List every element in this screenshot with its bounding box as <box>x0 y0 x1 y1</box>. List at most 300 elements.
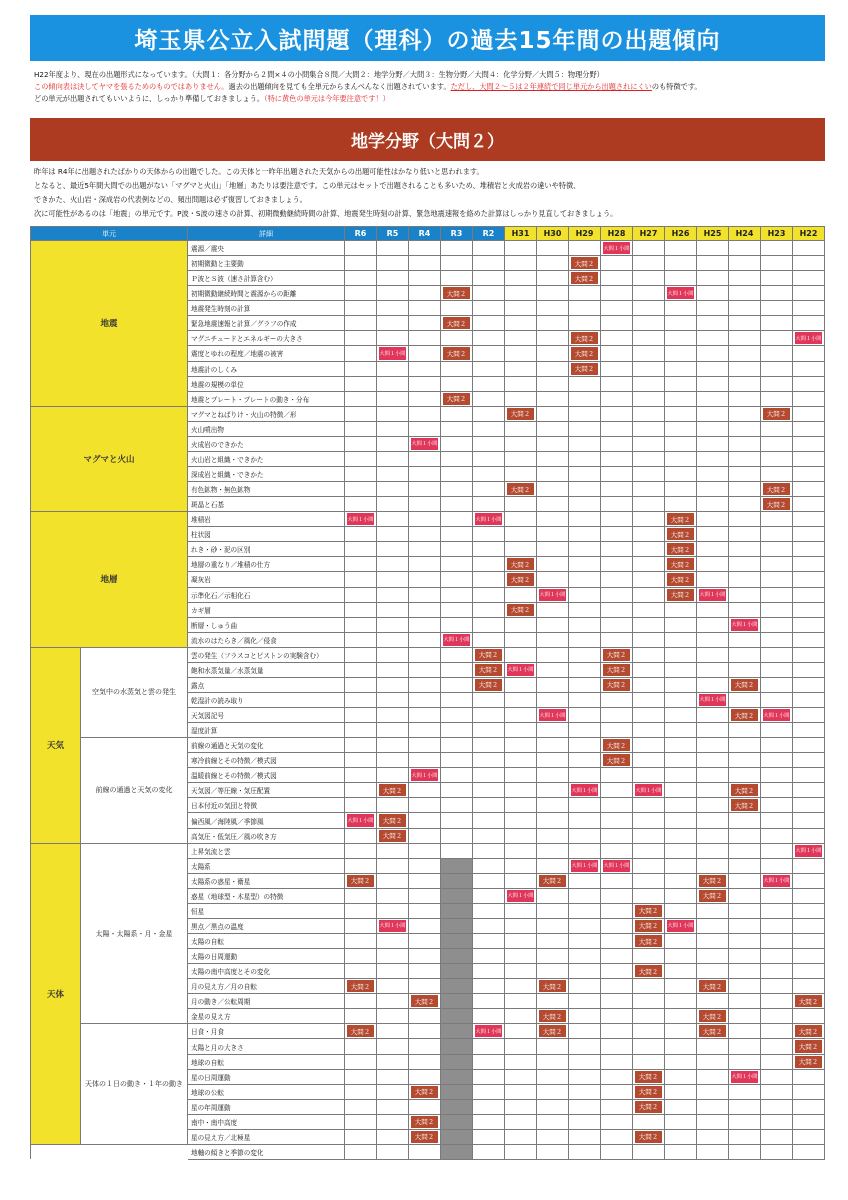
year-cell <box>729 768 761 783</box>
header-year-r4: R4 <box>409 227 441 241</box>
year-cell <box>505 362 537 377</box>
year-cell <box>697 407 729 422</box>
year-cell <box>761 829 793 844</box>
year-cell <box>409 633 441 648</box>
detail-cell: 震度とゆれの程度／地震の被害 <box>188 346 345 361</box>
detail-cell: 堆積岩 <box>188 512 345 527</box>
year-cell <box>345 482 377 497</box>
year-cell <box>569 572 601 587</box>
year-cell <box>761 663 793 678</box>
year-cell <box>793 542 825 557</box>
year-cell <box>569 783 601 798</box>
year-cell <box>505 708 537 723</box>
year-cell <box>697 919 729 934</box>
year-cell <box>441 889 473 904</box>
year-cell <box>505 512 537 527</box>
mark-daimon-2: 大問２ <box>347 875 374 887</box>
year-cell <box>377 588 409 603</box>
year-cell <box>633 346 665 361</box>
year-cell <box>473 1070 505 1085</box>
year-cell <box>409 829 441 844</box>
year-cell <box>633 316 665 331</box>
year-cell <box>409 603 441 618</box>
year-cell <box>473 813 505 828</box>
year-cell <box>569 708 601 723</box>
year-cell <box>793 874 825 889</box>
year-cell <box>409 1130 441 1145</box>
mark-daimon-2: 大問２ <box>539 980 566 992</box>
year-cell <box>377 467 409 482</box>
year-cell <box>441 708 473 723</box>
year-cell <box>473 1039 505 1054</box>
year-cell <box>761 241 793 256</box>
mark-daimon-1-shoumon: 大問１小問 <box>475 513 502 525</box>
year-cell <box>761 1070 793 1085</box>
year-cell <box>569 452 601 467</box>
detail-cell: 日本付近の気団と特徴 <box>188 798 345 813</box>
detail-cell: 緊急地震速報と計算／グラフの作成 <box>188 316 345 331</box>
year-cell <box>377 1039 409 1054</box>
subunit-cell: 太陽・太陽系・月・金星 <box>81 844 188 1025</box>
year-cell <box>569 994 601 1009</box>
year-cell <box>665 377 697 392</box>
year-cell <box>409 648 441 663</box>
year-cell <box>473 633 505 648</box>
year-cell <box>665 829 697 844</box>
year-cell <box>345 512 377 527</box>
year-cell <box>537 964 569 979</box>
year-cell <box>345 603 377 618</box>
detail-cell: 地球の公転 <box>188 1085 345 1100</box>
mark-daimon-2: 大問２ <box>507 573 534 585</box>
detail-cell: 乾湿計の読み取り <box>188 693 345 708</box>
year-cell <box>473 663 505 678</box>
year-cell <box>473 407 505 422</box>
year-cell <box>729 693 761 708</box>
year-cell <box>633 1024 665 1039</box>
year-cell <box>665 603 697 618</box>
year-cell <box>537 346 569 361</box>
year-cell <box>345 377 377 392</box>
year-cell <box>633 527 665 542</box>
year-cell <box>633 768 665 783</box>
year-cell <box>569 964 601 979</box>
year-cell <box>633 377 665 392</box>
year-cell <box>665 663 697 678</box>
year-cell <box>441 572 473 587</box>
intro-line-3-text: どの単元が出題されてもいいように、しっかり準備しておきましょう。 <box>34 94 265 103</box>
year-cell <box>665 738 697 753</box>
unit-cell: 天気 <box>31 648 81 844</box>
detail-cell: カギ層 <box>188 603 345 618</box>
year-cell <box>793 1145 825 1160</box>
year-cell <box>729 271 761 286</box>
year-cell <box>729 904 761 919</box>
year-cell <box>697 377 729 392</box>
year-cell <box>409 874 441 889</box>
year-cell <box>537 738 569 753</box>
year-cell <box>345 392 377 407</box>
year-cell <box>601 316 633 331</box>
year-cell <box>761 678 793 693</box>
mark-daimon-2: 大問２ <box>699 1025 726 1037</box>
year-cell <box>377 753 409 768</box>
year-cell <box>665 633 697 648</box>
mark-daimon-2: 大問２ <box>731 784 758 796</box>
year-cell <box>793 316 825 331</box>
detail-cell: 有色鉱物・無色鉱物 <box>188 482 345 497</box>
year-cell <box>761 437 793 452</box>
year-cell <box>345 844 377 859</box>
year-cell <box>793 422 825 437</box>
year-cell <box>345 678 377 693</box>
year-cell <box>345 588 377 603</box>
year-cell <box>377 889 409 904</box>
mark-daimon-1-shoumon: 大問１小問 <box>763 709 790 721</box>
year-cell <box>409 527 441 542</box>
year-cell <box>761 422 793 437</box>
year-cell <box>793 708 825 723</box>
year-cell <box>729 316 761 331</box>
year-cell <box>505 768 537 783</box>
mark-daimon-2: 大問２ <box>603 739 630 751</box>
year-cell <box>377 979 409 994</box>
year-cell <box>793 452 825 467</box>
year-cell <box>697 241 729 256</box>
detail-cell: 初期微動と主要動 <box>188 256 345 271</box>
year-cell <box>665 588 697 603</box>
year-cell <box>697 678 729 693</box>
mark-daimon-2: 大問２ <box>379 784 406 796</box>
year-cell <box>633 1145 665 1160</box>
mark-daimon-2: 大問２ <box>667 543 694 555</box>
year-cell <box>761 693 793 708</box>
year-cell <box>441 738 473 753</box>
year-cell <box>793 663 825 678</box>
year-cell <box>761 919 793 934</box>
year-cell <box>473 497 505 512</box>
detail-cell: 天気図／等圧線・気圧配置 <box>188 783 345 798</box>
year-cell <box>633 829 665 844</box>
year-cell <box>761 1055 793 1070</box>
year-cell <box>537 1145 569 1160</box>
detail-cell: 流水のはたらき／風化／侵食 <box>188 633 345 648</box>
year-cell <box>505 874 537 889</box>
year-cell <box>441 286 473 301</box>
year-cell <box>601 1085 633 1100</box>
year-cell <box>569 603 601 618</box>
year-cell <box>473 527 505 542</box>
year-cell <box>505 497 537 512</box>
year-cell <box>569 407 601 422</box>
year-cell <box>569 1115 601 1130</box>
year-cell <box>601 377 633 392</box>
year-cell <box>377 934 409 949</box>
mark-daimon-2: 大問２ <box>507 483 534 495</box>
year-cell <box>409 331 441 346</box>
year-cell <box>697 1055 729 1070</box>
year-cell <box>345 316 377 331</box>
mark-daimon-2: 大問２ <box>443 287 470 299</box>
year-cell <box>537 829 569 844</box>
year-cell <box>793 648 825 663</box>
year-cell <box>409 964 441 979</box>
year-cell <box>633 512 665 527</box>
year-cell <box>537 859 569 874</box>
year-cell <box>473 377 505 392</box>
year-cell <box>505 994 537 1009</box>
year-cell <box>409 1039 441 1054</box>
year-cell <box>377 452 409 467</box>
year-cell <box>569 482 601 497</box>
year-cell <box>441 1085 473 1100</box>
mark-daimon-2: 大問２ <box>699 890 726 902</box>
year-cell <box>537 542 569 557</box>
year-cell <box>537 663 569 678</box>
mark-daimon-2: 大問２ <box>603 754 630 766</box>
year-cell <box>633 798 665 813</box>
year-cell <box>441 618 473 633</box>
year-cell <box>537 407 569 422</box>
year-cell <box>729 286 761 301</box>
year-cell <box>729 633 761 648</box>
year-cell <box>409 407 441 422</box>
year-cell <box>761 738 793 753</box>
year-cell <box>505 618 537 633</box>
year-cell <box>505 648 537 663</box>
year-cell <box>633 603 665 618</box>
detail-cell: 星の日周運動 <box>188 1070 345 1085</box>
mark-daimon-2: 大問２ <box>539 875 566 887</box>
year-cell <box>697 829 729 844</box>
detail-cell: 天気図記号 <box>188 708 345 723</box>
year-cell <box>345 798 377 813</box>
year-cell <box>633 1130 665 1145</box>
year-cell <box>441 723 473 738</box>
detail-cell: 柱状図 <box>188 527 345 542</box>
year-cell <box>569 798 601 813</box>
year-cell <box>569 844 601 859</box>
year-cell <box>441 452 473 467</box>
year-cell <box>441 934 473 949</box>
mark-daimon-2: 大問２ <box>699 980 726 992</box>
year-cell <box>761 1085 793 1100</box>
year-cell <box>761 874 793 889</box>
year-cell <box>697 633 729 648</box>
mark-daimon-1-shoumon: 大問１小問 <box>571 860 598 872</box>
year-cell <box>697 904 729 919</box>
year-cell <box>601 1100 633 1115</box>
year-cell <box>345 633 377 648</box>
year-cell <box>665 1055 697 1070</box>
year-cell <box>505 904 537 919</box>
header-year-r2: R2 <box>473 227 505 241</box>
year-cell <box>729 949 761 964</box>
year-cell <box>537 422 569 437</box>
year-cell <box>697 1039 729 1054</box>
year-cell <box>729 994 761 1009</box>
year-cell <box>441 241 473 256</box>
year-cell <box>697 316 729 331</box>
year-cell <box>601 829 633 844</box>
detail-cell: 地軸の傾きと季節の変化 <box>188 1145 345 1160</box>
year-cell <box>729 467 761 482</box>
year-cell <box>537 362 569 377</box>
mark-daimon-2: 大問２ <box>539 1010 566 1022</box>
year-cell <box>345 346 377 361</box>
year-cell <box>441 346 473 361</box>
year-cell <box>569 437 601 452</box>
year-cell <box>601 859 633 874</box>
year-cell <box>505 241 537 256</box>
year-cell <box>793 859 825 874</box>
year-cell <box>345 904 377 919</box>
year-cell <box>697 497 729 512</box>
year-cell <box>729 377 761 392</box>
year-cell <box>793 949 825 964</box>
year-cell <box>665 467 697 482</box>
year-cell <box>441 1130 473 1145</box>
year-cell <box>441 316 473 331</box>
year-cell <box>761 723 793 738</box>
year-cell <box>345 889 377 904</box>
year-cell <box>697 889 729 904</box>
year-cell <box>697 1115 729 1130</box>
year-cell <box>505 753 537 768</box>
year-cell <box>761 934 793 949</box>
year-cell <box>665 512 697 527</box>
year-cell <box>793 813 825 828</box>
year-cell <box>409 738 441 753</box>
year-cell <box>409 994 441 1009</box>
year-cell <box>537 633 569 648</box>
year-cell <box>633 407 665 422</box>
year-cell <box>761 588 793 603</box>
year-cell <box>697 1070 729 1085</box>
year-cell <box>569 1039 601 1054</box>
year-cell <box>441 301 473 316</box>
year-cell <box>473 588 505 603</box>
year-cell <box>601 949 633 964</box>
mark-daimon-1-shoumon: 大問１小問 <box>475 1025 502 1037</box>
year-cell <box>569 934 601 949</box>
detail-cell: 太陽の南中高度とその変化 <box>188 964 345 979</box>
year-cell <box>537 874 569 889</box>
year-cell <box>537 813 569 828</box>
year-cell <box>601 633 633 648</box>
year-cell <box>665 331 697 346</box>
year-cell <box>793 437 825 452</box>
year-cell <box>473 512 505 527</box>
year-cell <box>345 1055 377 1070</box>
mark-daimon-1-shoumon: 大問１小問 <box>699 589 726 601</box>
year-cell <box>601 407 633 422</box>
year-cell <box>473 678 505 693</box>
year-cell <box>537 1024 569 1039</box>
year-cell <box>345 859 377 874</box>
detail-cell: 寒冷前線とその特徴／模式図 <box>188 753 345 768</box>
year-cell <box>729 663 761 678</box>
mark-daimon-2: 大問２ <box>539 1025 566 1037</box>
detail-cell: 地震発生時刻の計算 <box>188 301 345 316</box>
year-cell <box>633 1085 665 1100</box>
year-cell <box>345 738 377 753</box>
year-cell <box>793 934 825 949</box>
year-cell <box>377 1100 409 1115</box>
year-cell <box>441 271 473 286</box>
year-cell <box>761 1145 793 1160</box>
year-cell <box>697 768 729 783</box>
year-cell <box>793 362 825 377</box>
year-cell <box>793 979 825 994</box>
year-cell <box>409 798 441 813</box>
year-cell <box>601 482 633 497</box>
year-cell <box>729 603 761 618</box>
mark-daimon-2: 大問２ <box>731 799 758 811</box>
year-cell <box>601 964 633 979</box>
year-cell <box>793 994 825 1009</box>
year-cell <box>697 798 729 813</box>
year-cell <box>601 813 633 828</box>
year-cell <box>633 588 665 603</box>
year-cell <box>473 783 505 798</box>
year-cell <box>761 542 793 557</box>
year-cell <box>761 392 793 407</box>
year-cell <box>441 844 473 859</box>
year-cell <box>601 753 633 768</box>
year-cell <box>569 1100 601 1115</box>
year-cell <box>569 753 601 768</box>
year-cell <box>665 949 697 964</box>
year-cell <box>633 783 665 798</box>
detail-cell: 火山岩と組織・できかた <box>188 452 345 467</box>
year-cell <box>761 979 793 994</box>
year-cell <box>377 572 409 587</box>
mark-daimon-2: 大問２ <box>635 1086 662 1098</box>
year-cell <box>377 768 409 783</box>
mark-daimon-1-shoumon: 大問１小問 <box>411 438 438 450</box>
detail-cell: 凝灰岩 <box>188 572 345 587</box>
year-cell <box>377 241 409 256</box>
year-cell <box>633 301 665 316</box>
year-cell <box>665 964 697 979</box>
year-cell <box>569 829 601 844</box>
mark-daimon-1-shoumon: 大問１小問 <box>379 347 406 359</box>
year-cell <box>505 392 537 407</box>
year-cell <box>537 934 569 949</box>
year-cell <box>633 904 665 919</box>
detail-cell: 南中・南中高度 <box>188 1115 345 1130</box>
year-cell <box>345 663 377 678</box>
year-cell <box>601 798 633 813</box>
year-cell <box>793 557 825 572</box>
year-cell <box>441 331 473 346</box>
year-cell <box>633 859 665 874</box>
year-cell <box>665 256 697 271</box>
year-cell <box>761 1039 793 1054</box>
year-cell <box>793 377 825 392</box>
header-year-h31: H31 <box>505 227 537 241</box>
year-cell <box>665 889 697 904</box>
year-cell <box>665 271 697 286</box>
year-cell <box>537 392 569 407</box>
year-cell <box>729 829 761 844</box>
detail-cell: 黒点／黒点の温度 <box>188 919 345 934</box>
mark-daimon-1-shoumon: 大問１小問 <box>443 634 470 646</box>
mark-daimon-2: 大問２ <box>507 408 534 420</box>
mark-daimon-2: 大問２ <box>379 830 406 842</box>
year-cell <box>665 1100 697 1115</box>
